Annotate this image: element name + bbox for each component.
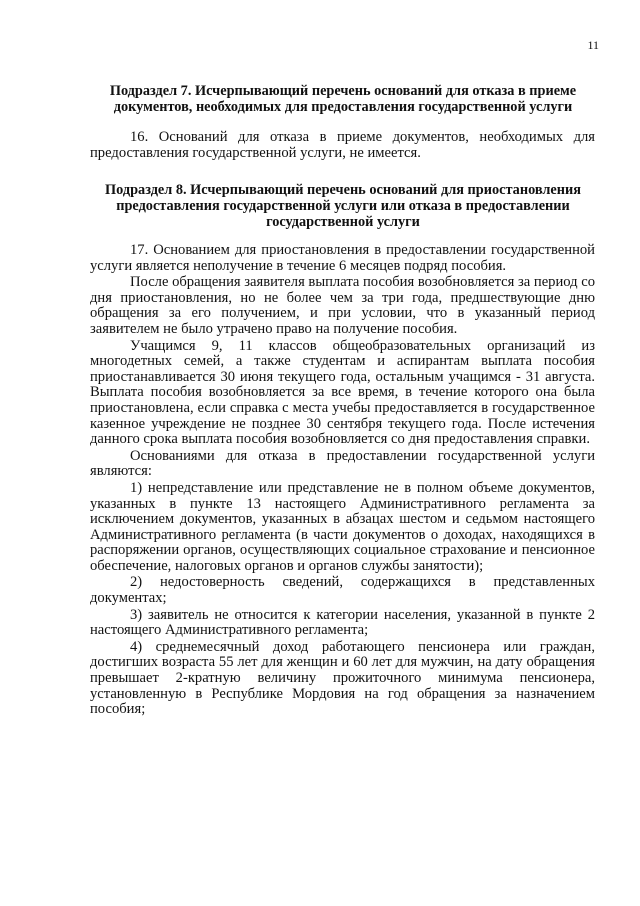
subsection-8-body — [90, 243, 595, 718]
paragraph-17: 17. Основанием для приостановления в предоставлении государственной услуги является неполучение в течение 6 месяцев подряд пособия. — [90, 242, 595, 274]
subsection-7-body — [90, 130, 595, 161]
paragraph-16: 16. Оснований для отказа в приеме документов, необходимых для предоставления государственной услуги, не имеется. — [90, 129, 595, 161]
page-number: 11 — [587, 38, 599, 52]
list-item-2: 2) недостоверность сведений, содержащихся в представленных документах; — [90, 574, 595, 607]
list-item-4: 4) среднемесячный доход работающего пенсионера или граждан, достигших возраста 55 лет для женщин и 60 лет для мужчин, на дату обращения превышает 2-кратную величину прожиточного минимума пенсионера, установленную в Республике Мордовия на год обращения за назначением пособия; — [90, 638, 595, 718]
list-item-3: 3) заявитель не относится к категории населения, указанной в пункте 2 настоящего Административного регламента; — [90, 606, 595, 639]
paragraph-refusal-grounds: Основаниями для отказа в предоставлении государственной услуги являются: — [90, 447, 595, 480]
paragraph-students: Учащимся 9, 11 классов общеобразовательных организаций из многодетных семей, а также студентам и аспирантам выплата пособия приостанавливается 30 июня текущего года, остальным учащимся - 31 августа. Выплата пособия возобновляется за все время, в течение которого она была приостановлена, если справка с места учебы предоставляется в государственное казенное учреждение не позднее 30 сентября текущего года. После истечения данного срока выплата пособия возобновляется со дня предоставления справки. — [90, 337, 595, 448]
subsection-8-title: Подраздел 8. Исчерпывающий перечень оснований для приостановления предоставления государственной услуги или отказа в предоставлении государственной услуги — [105, 182, 581, 230]
paragraph-resumption: После обращения заявителя выплата пособия возобновляется за период со дня приостановления, но не более чем за три года, предшествующие дню обращения за его получением, и при условии, что в указанный период заявителем не было утрачено право на получение пособия. — [90, 274, 596, 337]
subsection-7-title: Подраздел 7. Исчерпывающий перечень оснований для отказа в приеме документов, необходимых для предоставления государственной услуги — [109, 83, 577, 115]
list-item-1: 1) непредставление или представление не в полном объеме документов, указанных в пункте 13 настоящего Административного регламента за исключением документов, указанных в абзацах шестом и седьмом настоящего Административного регламента (в части документов о доходах, находящихся в распоряжении органов, осуществляющих социальное страхование и пенсионное обеспечение, налоговых органов и органов службы занятости); — [90, 479, 595, 574]
